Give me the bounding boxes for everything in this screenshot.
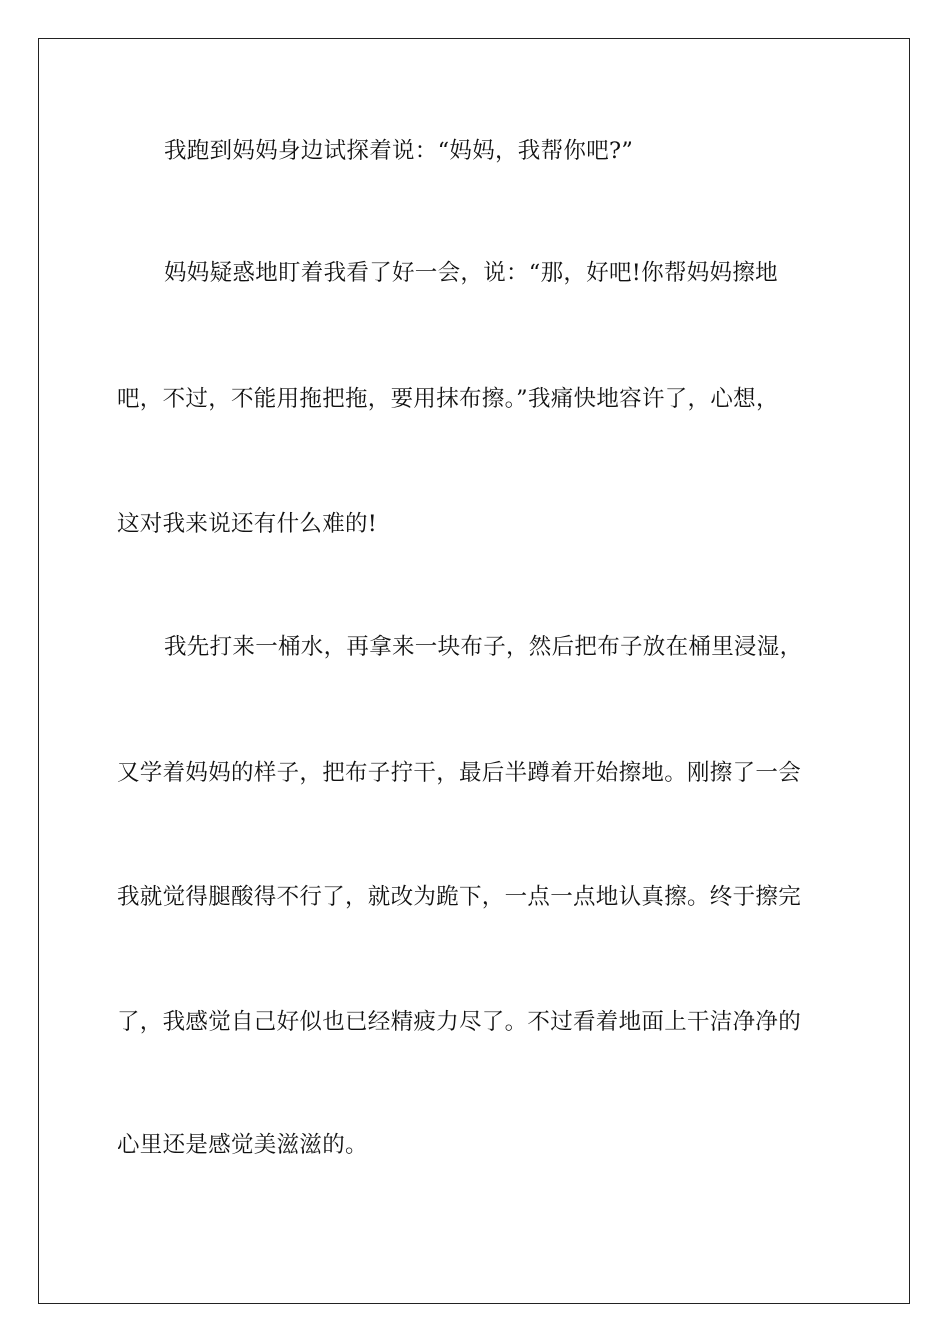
paragraph-3-line-3: 我就觉得腿酸得不行了，就改为跪下，一点一点地认真擦。终于擦完 — [117, 884, 802, 910]
page-border — [38, 38, 910, 1304]
paragraph-3-line-1: 我先打来一桶水，再拿来一块布子，然后把布子放在桶里浸湿， — [164, 634, 803, 660]
paragraph-2-line-2: 吧，不过，不能用拖把拖，要用抹布擦。”我痛快地容许了，心想， — [117, 386, 779, 412]
paragraph-1-line-1: 我跑到妈妈身边试探着说：“妈妈，我帮你吧?” — [164, 138, 634, 164]
paragraph-3-line-5: 心里还是感觉美滋滋的。 — [117, 1132, 368, 1158]
paragraph-3-line-4: 了，我感觉自己好似也已经精疲力尽了。不过看着地面上干洁净净的 — [117, 1009, 802, 1035]
paragraph-2-line-3: 这对我来说还有什么难的! — [117, 511, 378, 537]
paragraph-2-line-1: 妈妈疑惑地盯着我看了好一会，说：“那，好吧!你帮妈妈擦地 — [164, 260, 778, 286]
paragraph-3-line-2: 又学着妈妈的样子，把布子拧干，最后半蹲着开始擦地。刚擦了一会 — [117, 760, 802, 786]
